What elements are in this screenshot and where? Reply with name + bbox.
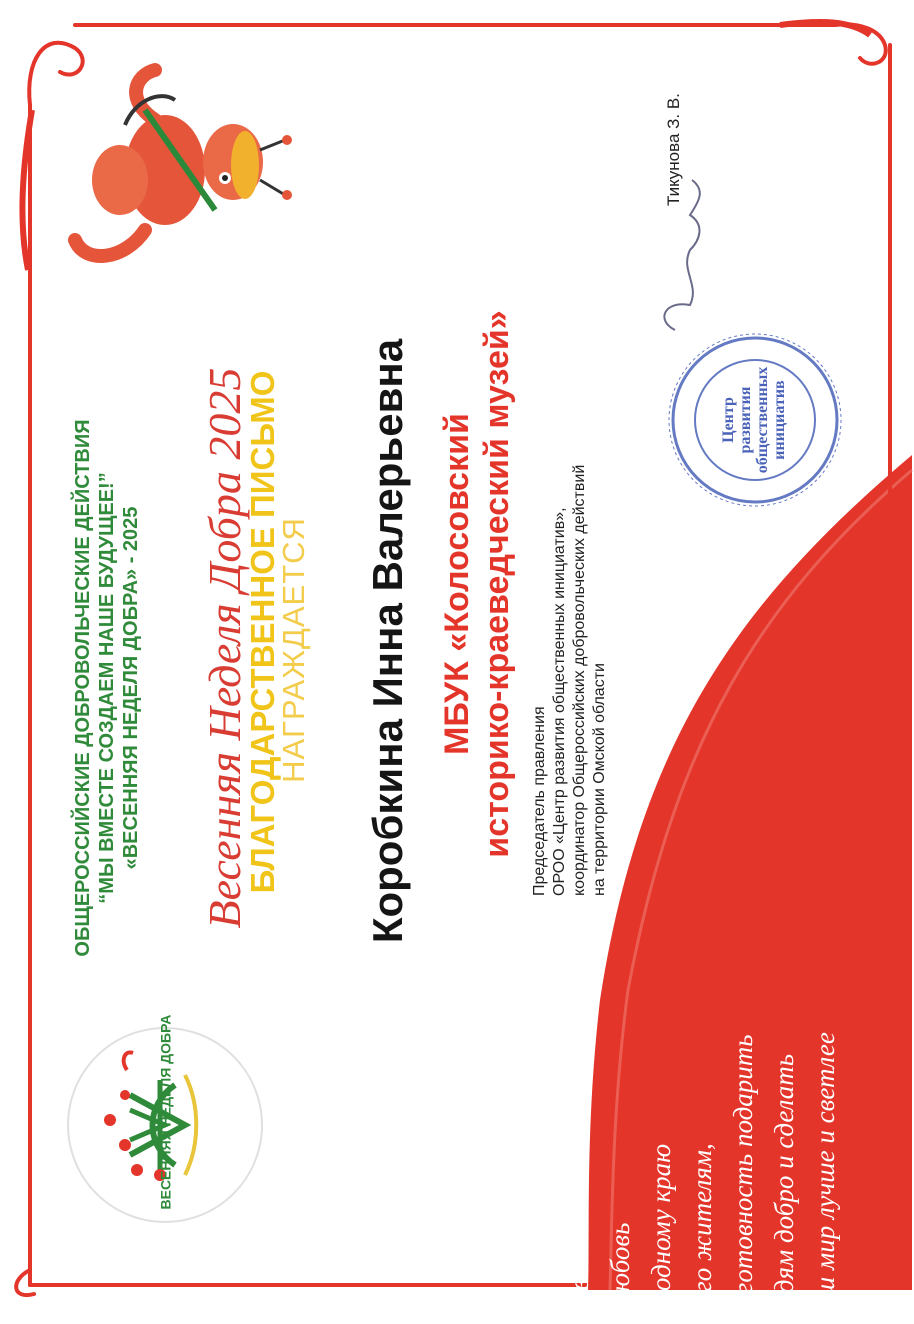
thanks-line-1: За внимание: [564, 1182, 594, 1324]
signature-line-3: координатор Общероссийских добровольческих действий: [571, 464, 588, 896]
organization-block: [437, 254, 517, 914]
awarded-label: НАГРАЖДАЕТСЯ: [276, 517, 311, 783]
document-type-title: БЛАГОДАРСТВЕННОЕ ПИСЬМО: [244, 370, 281, 894]
thanks-poem: [559, 994, 849, 1324]
organization-line-2: историко-краеведческий музей»: [478, 310, 516, 858]
signature-line-1: Председатель правления: [531, 706, 548, 896]
recipient-name: Коробкина Инна Валерьевна: [364, 338, 411, 944]
organization-line-1: МБУК «Колосовский: [438, 413, 476, 755]
logo-caption: ВЕСЕННЯЯ НЕДЕЛЯ ДОБРА: [157, 1014, 174, 1210]
thanks-line-7: наш мир лучше и светлее: [810, 1032, 840, 1324]
thanks-line-3: к родному краю: [646, 1143, 676, 1324]
signature-block: [530, 376, 610, 896]
thanks-line-6: людям добро и сделать: [769, 1053, 799, 1324]
header-line-3: «ВЕСЕННЯЯ НЕДЕЛЯ ДОБРА» - 2025: [120, 506, 142, 870]
signer-name: Тикунова З. В.: [664, 93, 683, 206]
header-block: [71, 238, 143, 1138]
header-line-2: “МЫ ВМЕСТЕ СОЗДАЕМ НАШЕ БУДУЩЕЕ!”: [96, 472, 118, 904]
ant-mascot-illustration: [75, 70, 292, 256]
stamp-center-text: Центр развития общественных инициатив: [720, 366, 788, 474]
thanks-line-4: и его жителям,: [687, 1143, 717, 1324]
header-line-1: ОБЩЕРОССИЙСКИЕ ДОБРОВОЛЬЧЕСКИЕ ДЕЙСТВИЯ: [72, 419, 94, 957]
thanks-line-2: и любовь: [605, 1222, 635, 1324]
signature-line-4: на территории Омской области: [591, 663, 608, 896]
event-title: Весенняя Неделя Добра 2025: [199, 367, 250, 929]
signature-line-2: ОРОО «Центр развития общественных инициатив»,: [551, 507, 568, 896]
thanks-line-5: за готовность подарить: [728, 1034, 758, 1324]
